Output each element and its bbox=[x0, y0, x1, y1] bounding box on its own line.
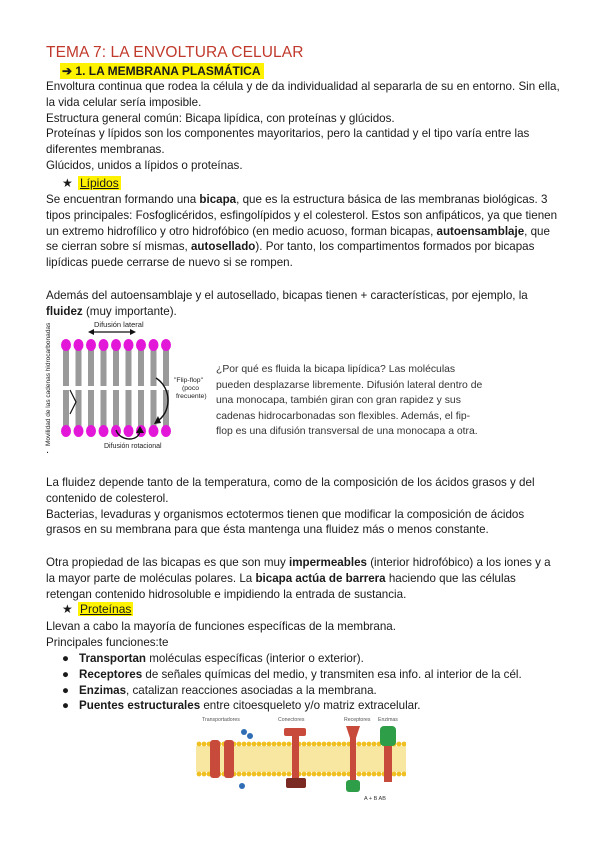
stray-dot: . bbox=[46, 444, 50, 456]
lipid-tail bbox=[101, 390, 107, 428]
function-list bbox=[62, 651, 562, 714]
phospholipid-head bbox=[262, 742, 267, 747]
lipidos-paragraph-4: Bacterias, levaduras y organismos ectotermos tienen que modificar la composición de ácidos grasos en su membrana para que ésta mantenga una fluidez más o menos constante. bbox=[46, 507, 525, 537]
fig-side-label: Movilidad de las cadenas hidrocarbonadas bbox=[45, 322, 52, 446]
phospholipid-head bbox=[237, 772, 242, 777]
phospholipid-head bbox=[312, 772, 317, 777]
phospholipid-head bbox=[332, 742, 337, 747]
phospholipid-head bbox=[202, 742, 207, 747]
phospholipid-head bbox=[267, 772, 272, 777]
phospholipid-head bbox=[282, 742, 287, 747]
lipid-head bbox=[124, 339, 134, 351]
lipid-head bbox=[61, 339, 71, 351]
phospholipid-head bbox=[367, 772, 372, 777]
phospholipid-head bbox=[312, 742, 317, 747]
phospholipid-head bbox=[277, 742, 282, 747]
lipid-tail bbox=[88, 390, 94, 428]
lipidos-label: Lípidos bbox=[80, 176, 119, 190]
lipid-head bbox=[86, 425, 96, 437]
lipid-head bbox=[111, 339, 121, 351]
fig2-label-transporters: Transportadores bbox=[202, 717, 240, 723]
phospholipid-head bbox=[242, 772, 247, 777]
arrow-icon: ➔ bbox=[62, 64, 73, 78]
lipid-head bbox=[74, 425, 84, 437]
phospholipid-head bbox=[237, 742, 242, 747]
phospholipid-head bbox=[247, 772, 252, 777]
phospholipid-head bbox=[377, 772, 382, 777]
intro-text bbox=[46, 79, 561, 174]
lipid-head bbox=[161, 425, 171, 437]
lipid-tail bbox=[101, 348, 107, 386]
bullet-icon: ● bbox=[62, 699, 70, 713]
phospholipid-head bbox=[242, 742, 247, 747]
phospholipid-head bbox=[362, 772, 367, 777]
lipid-head bbox=[86, 339, 96, 351]
phospholipid-head bbox=[272, 772, 277, 777]
star-icon: ★ bbox=[62, 176, 73, 190]
phospholipid-head bbox=[322, 772, 327, 777]
intro-p1: Envoltura continua que rodea la célula y de da individualidad al separarla de su en entorno. Sin ella, la vida celular sería imposible. bbox=[46, 80, 560, 109]
lipidos-paragraph-5: Otra propiedad de las bicapas es que son muy impermeables (interior hidrofóbico) a los iones y a la mayor parte de moléculas polares. La bicapa actúa de barrera haciendo que las células retengan contenido hidrosoluble e impidiendo la entrada de sustancia. bbox=[46, 556, 551, 601]
lipid-tail bbox=[88, 348, 94, 386]
phospholipid-head bbox=[197, 742, 202, 747]
fig2-label-receptors: Receptores bbox=[344, 717, 371, 723]
lipid-tail bbox=[113, 390, 119, 428]
lipid-head bbox=[99, 425, 109, 437]
lipid-tail bbox=[126, 348, 132, 386]
phospholipid-head bbox=[357, 772, 362, 777]
lipid-tail bbox=[126, 390, 132, 428]
intro-p3: Proteínas y lípidos son los componentes mayoritarios, pero la cantidad y el tipo varía entre las diferentes membranas. bbox=[46, 127, 530, 157]
list-item: ● Puentes estructurales entre citoesqueleto y/o matriz extracelular. bbox=[62, 699, 421, 713]
lipid-head bbox=[136, 339, 146, 351]
fig2-label-enzymes: Enzimas bbox=[378, 717, 398, 723]
lipid-bilayer-figure bbox=[40, 318, 215, 458]
lipidos-paragraph-2: Además del autoensamblaje y el autosellado, bicapas tienen + características, por ejemplo, la fluidez (muy importante). bbox=[46, 289, 528, 318]
lipid-head bbox=[74, 339, 84, 351]
lipid-tail bbox=[76, 390, 82, 428]
lipid-tail bbox=[138, 348, 144, 386]
lipid-head bbox=[149, 339, 159, 351]
lipid-head bbox=[61, 425, 71, 437]
bullet-icon: ● bbox=[62, 652, 70, 665]
lipid-tail bbox=[138, 390, 144, 428]
phospholipid-head bbox=[327, 772, 332, 777]
phospholipid-head bbox=[332, 772, 337, 777]
lipid-tail bbox=[163, 348, 169, 386]
section-heading bbox=[60, 63, 264, 79]
fig-top-label: Difusión lateral bbox=[94, 320, 144, 329]
phospholipid-head bbox=[307, 742, 312, 747]
proteinas-label: Proteínas bbox=[80, 602, 132, 616]
phospholipid-head bbox=[357, 742, 362, 747]
lipid-tail bbox=[76, 348, 82, 386]
lateral-arrow-icon bbox=[88, 329, 136, 335]
lipid-tail bbox=[63, 390, 69, 428]
lipid-head bbox=[124, 425, 134, 437]
section-label: 1. LA MEMBRANA PLASMÁTICA bbox=[75, 64, 261, 78]
fig2-bottom-label: A + B AB bbox=[364, 796, 386, 802]
intro-p4: Glúcidos, unidos a lípidos o proteínas. bbox=[46, 158, 243, 172]
phospholipid-head bbox=[402, 742, 406, 747]
lipid-bilayer bbox=[61, 339, 171, 437]
lipid-head bbox=[149, 425, 159, 437]
phospholipid-head bbox=[342, 742, 347, 747]
fig2-label-connectors: Conectores bbox=[278, 717, 305, 723]
phospholipid-head bbox=[252, 742, 257, 747]
phospholipid-head bbox=[247, 742, 252, 747]
proteinas-heading bbox=[62, 602, 133, 616]
star-icon: ★ bbox=[62, 602, 73, 616]
phospholipid-head bbox=[392, 772, 397, 777]
proteinas-functions-heading: Principales funciones:te bbox=[46, 635, 169, 649]
phospholipid-head bbox=[372, 742, 377, 747]
list-item: ● Transportan moléculas específicas (interior o exterior). bbox=[62, 652, 364, 665]
phospholipid-head bbox=[342, 772, 347, 777]
lipid-tail bbox=[113, 348, 119, 386]
phospholipid-head bbox=[337, 772, 342, 777]
lipid-tail bbox=[151, 348, 157, 386]
bullet-icon: ● bbox=[62, 667, 70, 681]
phospholipid-head bbox=[302, 772, 307, 777]
list-item: ● Enzimas, catalizan reacciones asociadas a la membrana. bbox=[62, 683, 377, 697]
page-title: TEMA 7: LA ENVOLTURA CELULAR bbox=[46, 44, 304, 61]
phospholipid-head bbox=[397, 742, 402, 747]
lipid-tail bbox=[63, 348, 69, 386]
phospholipid-head bbox=[202, 772, 207, 777]
lipidos-paragraph-1: Se encuentran formando una bicapa, que es la estructura básica de las membranas biológicas. 3 tipos principales: Fosfoglicéridos, esfingolípidos y el colesterol. Estos son anfipáticos, ya que tienen un extremo hidrofílico y otro hidrofóbico (en medio acuoso, forman bicapas, autoensamblaje, que se cierran sobre sí mismas, autosellado). Por tanto, los compartimentos formados por bicapas lipídicas puede cerrarse de nuevo si se rompen. bbox=[46, 193, 558, 270]
phospholipid-head bbox=[197, 772, 202, 777]
phospholipid-head bbox=[322, 742, 327, 747]
lipidos-heading bbox=[62, 176, 121, 190]
phospholipid-head bbox=[337, 742, 342, 747]
lipid-head bbox=[99, 339, 109, 351]
phospholipid-head bbox=[307, 772, 312, 777]
phospholipid-head bbox=[367, 742, 372, 747]
proteinas-intro: Llevan a cabo la mayoría de funciones específicas de la membrana. Principales funciones:te bbox=[46, 619, 561, 651]
chain-mobility-arrow-icon bbox=[70, 390, 76, 414]
list-item: ● Receptores de señales químicas del medio, y transmiten esa info. al interior de la cél. bbox=[62, 667, 522, 681]
phospholipid-head bbox=[402, 772, 406, 777]
phospholipid-head bbox=[262, 772, 267, 777]
phospholipid-head bbox=[372, 772, 377, 777]
phospholipid-head bbox=[327, 742, 332, 747]
phospholipid-head bbox=[397, 772, 402, 777]
bullet-icon: ● bbox=[62, 683, 70, 697]
figure-caption: ¿Por qué es fluida la bicapa lipídica? Las moléculas pueden desplazarse libremente. Difusión lateral dentro de una monocapa, también giran con gran rapidez y sus cadenas hidrocarbonadas son flexibles. Además, el fip-flop es una difusión transversal de una monocapa a otra. bbox=[216, 364, 483, 438]
phospholipid-head bbox=[272, 742, 277, 747]
phospholipid-head bbox=[282, 772, 287, 777]
phospholipid-head bbox=[317, 742, 322, 747]
phospholipid-head bbox=[257, 742, 262, 747]
fig-flipflop-label: "Flip-flop" (poco frecuente) bbox=[174, 377, 207, 400]
membrane-proteins-figure bbox=[196, 714, 406, 804]
phospholipid-head bbox=[302, 742, 307, 747]
phospholipid-head bbox=[287, 742, 292, 747]
phospholipid-head bbox=[362, 742, 367, 747]
phospholipid-head bbox=[277, 772, 282, 777]
phospholipid-head bbox=[257, 772, 262, 777]
phospholipid-head bbox=[317, 772, 322, 777]
phospholipid-head bbox=[267, 742, 272, 747]
intro-p2: Estructura general común: Bicapa lipídica, con proteínas y glúcidos. bbox=[46, 111, 395, 125]
lipidos-paragraph-3: La fluidez depende tanto de la temperatura, como de la composición de los ácidos grasos y del contenido de colesterol. Bacterias, levaduras y organismos ectotermos tienen que modificar la composición de ácidos grasos en su membrana para que ésta mantenga una fluidez más o menos constante. bbox=[46, 475, 561, 538]
phospholipid-head bbox=[287, 772, 292, 777]
lipid-head bbox=[161, 339, 171, 351]
phospholipid-head bbox=[252, 772, 257, 777]
fig-bottom-label: Difusión rotacional bbox=[104, 443, 162, 450]
